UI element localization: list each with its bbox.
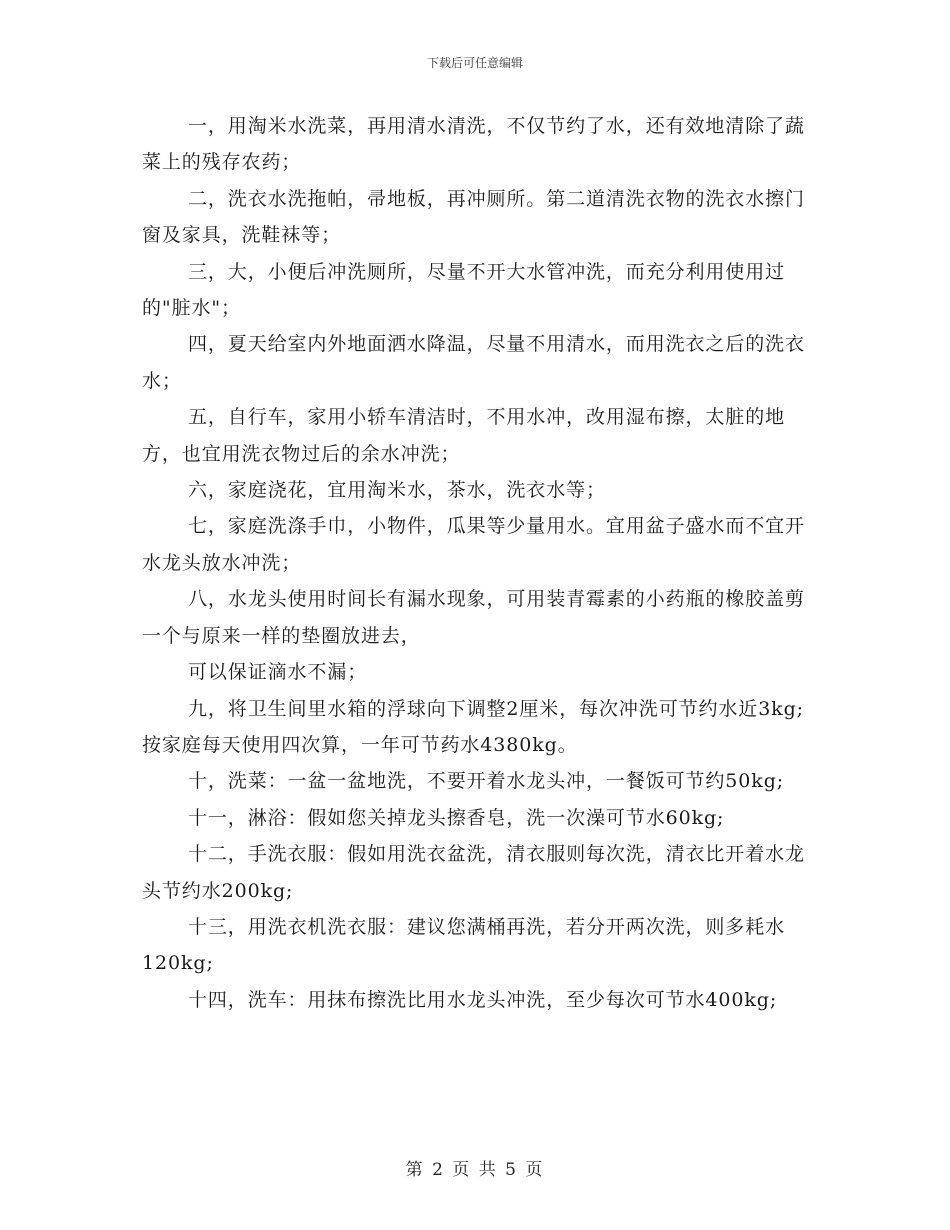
paragraph-2: 二，洗衣水洗拖帕，帚地板，再冲厕所。第二道清洗衣物的洗衣水擦门窗及家具，洗鞋袜等；	[142, 187, 805, 247]
document-body	[142, 108, 810, 1018]
paragraph-10: 十，洗菜：一盆一盆地洗，不要开着水龙头冲，一餐饭可节约50kg;	[188, 770, 785, 793]
paragraph-1: 一，用淘米水洗菜，再用清水清洗，不仅节约了水，还有效地清除了蔬菜上的残存农药；	[142, 115, 805, 174]
paragraph-4: 四，夏天给室内外地面洒水降温，尽量不用清水，而用洗衣之后的洗衣水；	[142, 333, 805, 392]
paragraph-6: 六，家庭浇花，宜用淘米水，茶水，洗衣水等；	[188, 479, 606, 502]
paragraph-5: 五，自行车，家用小轿车清洁时，不用水冲，改用湿布擦，太脏的地方，也宜用洗衣物过后的余水冲洗；	[142, 406, 786, 465]
page-header: 下载后可任意编辑	[426, 56, 523, 70]
paragraph-12: 十二，手洗衣服：假如用洗衣盆洗，清衣服则每次洗，清衣比开着水龙头节约水200kg;	[142, 843, 805, 902]
paragraph-9: 九，将卫生间里水箱的浮球向下调整2厘米，每次冲洗可节约水近3kg;按家庭每天使用四次算，一年可节药水4380kg。	[142, 697, 804, 756]
paragraph-11: 十一，淋浴：假如您关掉龙头擦香皂，洗一次澡可节水60kg;	[188, 806, 725, 829]
paragraph-7: 七，家庭洗涤手巾，小物件，瓜果等少量用水。宜用盆子盛水而不宜开水龙头放水冲洗；	[142, 515, 805, 574]
paragraph-8: 八，水龙头使用时间长有漏水现象，可用装青霉素的小药瓶的橡胶盖剪一个与原来一样的垫圈放进去，	[142, 588, 805, 647]
paragraph-8-continued: 可以保证滴水不漏；	[188, 661, 368, 684]
page-number-footer: 第 2 页 共 5 页	[405, 1160, 545, 1180]
paragraph-13: 十三，用洗衣机洗衣服：建议您满桶再洗，若分开两次洗，则多耗水120kg;	[142, 915, 786, 975]
paragraph-3: 三，大，小便后冲洗厕所，尽量不开大水管冲洗，而充分利用使用过的"脏水"；	[142, 260, 786, 320]
paragraph-14: 十四，洗车：用抹布擦洗比用水龙头冲洗，至少每次可节水400kg;	[188, 988, 778, 1011]
